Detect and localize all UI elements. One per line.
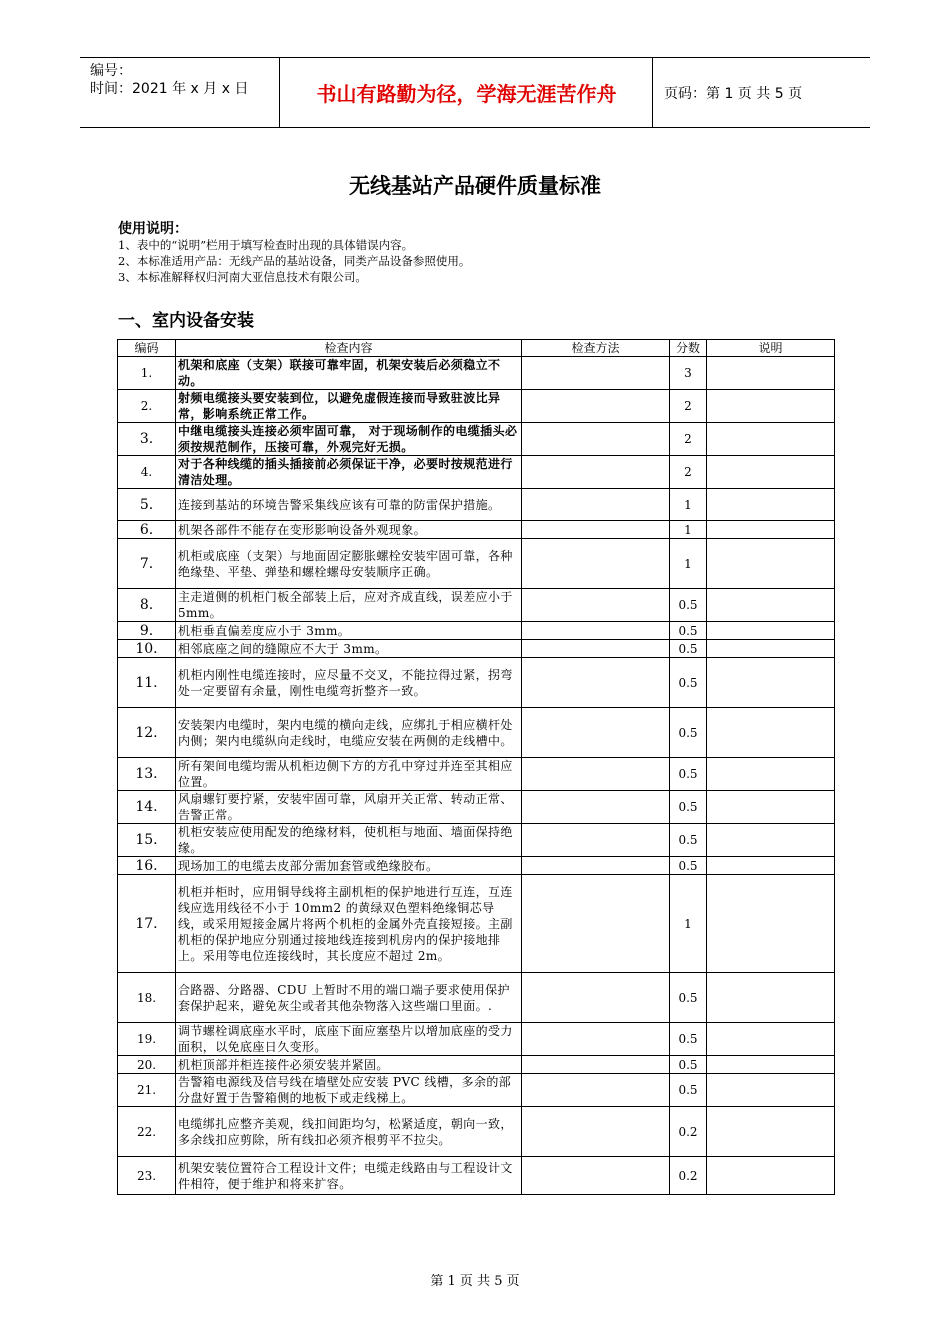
usage-notes <box>118 237 470 285</box>
usage-line: 2、本标准适用产品：无线产品的基站设备，同类产品设备参照使用。 <box>118 254 471 268</box>
doc-time: 时间：2021 年 x 月 x 日 <box>90 81 249 97</box>
row-note <box>707 390 835 423</box>
row-method <box>522 857 670 875</box>
table-row <box>118 1107 835 1157</box>
row-number: 20. <box>118 1056 176 1074</box>
row-method <box>522 539 670 589</box>
row-note <box>707 857 835 875</box>
row-score: 0.5 <box>670 824 707 857</box>
table-row <box>118 658 835 708</box>
row-note <box>707 1056 835 1074</box>
doc-number-label: 编号： <box>90 63 132 79</box>
row-score: 0.5 <box>670 1074 707 1107</box>
row-content: 现场加工的电缆去皮部分需加套管或绝缘胶布。 <box>176 857 522 875</box>
usage-heading: 使用说明： <box>118 221 188 237</box>
row-content: 合路器、分路器、CDU 上暂时不用的端口端子要求使用保护套保护起来，避免灰尘或者其他杂物落入这些端口里面。. <box>176 973 522 1023</box>
header-meta <box>80 58 280 127</box>
row-note <box>707 758 835 791</box>
row-number: 15. <box>118 824 176 857</box>
row-content: 相邻底座之间的缝隙应不大于 3mm。 <box>176 640 522 658</box>
row-content: 机架和底座（支架）联接可靠牢固，机架安装后必须稳立不动。 <box>176 357 522 390</box>
row-content: 机柜并柜时，应用铜导线将主副机柜的保护地进行互连，互连线应选用线径不小于 10mm2 的黄绿双色塑料绝缘铜芯导线，或采用短接金属片将两个机柜的金属外壳直接短接。主副机柜的保护地应分别通过接地线连接到机房内的保护接地排上。采用等电位连接线时，其长度应不超过 2m。 <box>176 875 522 973</box>
row-number: 23. <box>118 1157 176 1195</box>
row-score: 0.2 <box>670 1157 707 1195</box>
row-number: 14. <box>118 791 176 824</box>
row-number: 5. <box>118 489 176 521</box>
row-score: 3 <box>670 357 707 390</box>
row-note <box>707 640 835 658</box>
row-method <box>522 973 670 1023</box>
col-header-code: 编码 <box>118 340 176 357</box>
row-note <box>707 973 835 1023</box>
row-number: 12. <box>118 708 176 758</box>
row-number: 2. <box>118 390 176 423</box>
page-header <box>80 57 870 128</box>
row-note <box>707 1074 835 1107</box>
row-method <box>522 824 670 857</box>
row-score: 0.2 <box>670 1107 707 1157</box>
row-content: 射频电缆接头要安装到位，以避免虚假连接而导致驻波比异常，影响系统正常工作。 <box>176 390 522 423</box>
row-content: 连接到基站的环境告警采集线应该有可靠的防雷保护措施。 <box>176 489 522 521</box>
row-number: 18. <box>118 973 176 1023</box>
row-method <box>522 390 670 423</box>
row-note <box>707 824 835 857</box>
row-number: 7. <box>118 539 176 589</box>
row-score: 1 <box>670 521 707 539</box>
table-row <box>118 521 835 539</box>
row-note <box>707 1107 835 1157</box>
row-method <box>522 357 670 390</box>
row-number: 21. <box>118 1074 176 1107</box>
row-number: 6. <box>118 521 176 539</box>
row-content: 机架各部件不能存在变形影响设备外观现象。 <box>176 521 522 539</box>
row-number: 10. <box>118 640 176 658</box>
row-content: 调节螺栓调底座水平时，底座下面应塞垫片以增加底座的受力面积，以免底座日久变形。 <box>176 1023 522 1056</box>
row-content: 安装架内电缆时，架内电缆的横向走线，应绑扎于相应横杆处内侧；架内电缆纵向走线时，电缆应安装在两侧的走线槽中。 <box>176 708 522 758</box>
row-content: 对于各种线缆的插头插接前必须保证干净，必要时按规范进行清洁处理。 <box>176 456 522 489</box>
table-row <box>118 1157 835 1195</box>
header-motto: 书山有路勤为径，学海无涯苦作舟 <box>281 58 653 127</box>
row-note <box>707 1157 835 1195</box>
row-method <box>522 791 670 824</box>
table-row <box>118 824 835 857</box>
row-number: 19. <box>118 1023 176 1056</box>
row-content: 中继电缆接头连接必须牢固可靠， 对于现场制作的电缆插头必须按规范制作，压接可靠，外观完好无损。 <box>176 423 522 456</box>
usage-line: 3、本标准解释权归河南大亚信息技术有限公司。 <box>118 270 367 284</box>
row-number: 22. <box>118 1107 176 1157</box>
row-method <box>522 1157 670 1195</box>
row-score: 2 <box>670 423 707 456</box>
row-score: 0.5 <box>670 708 707 758</box>
row-note <box>707 357 835 390</box>
row-content: 风扇螺钉要拧紧，安装牢固可靠，风扇开关正常、转动正常、告警正常。 <box>176 791 522 824</box>
row-note <box>707 489 835 521</box>
row-content: 机柜内刚性电缆连接时，应尽量不交叉，不能拉得过紧，拐弯处一定要留有余量，刚性电缆弯折整齐一致。 <box>176 658 522 708</box>
row-number: 8. <box>118 589 176 622</box>
row-note <box>707 658 835 708</box>
row-note <box>707 521 835 539</box>
row-content: 机架安装位置符合工程设计文件；电缆走线路由与工程设计文件相符，便于维护和将来扩容。 <box>176 1157 522 1195</box>
table-row <box>118 390 835 423</box>
table-row <box>118 857 835 875</box>
row-content: 机柜垂直偏差度应小于 3mm。 <box>176 622 522 640</box>
row-score: 0.5 <box>670 857 707 875</box>
col-header-score: 分数 <box>670 340 707 357</box>
table-row <box>118 640 835 658</box>
row-method <box>522 489 670 521</box>
row-content: 告警箱电源线及信号线在墙壁处应安装 PVC 线槽，多余的部分盘好置于告警箱侧的地板下或走线梯上。 <box>176 1074 522 1107</box>
row-score: 0.5 <box>670 791 707 824</box>
row-score: 0.5 <box>670 658 707 708</box>
header-page-info: 页码：第 1 页 共 5 页 <box>664 85 803 102</box>
row-note <box>707 539 835 589</box>
row-content: 机柜或底座（支架）与地面固定膨胀螺栓安装牢固可靠，各种绝缘垫、平垫、弹垫和螺栓螺母安装顺序正确。 <box>176 539 522 589</box>
row-method <box>522 708 670 758</box>
row-note <box>707 875 835 973</box>
row-method <box>522 640 670 658</box>
row-note <box>707 423 835 456</box>
row-method <box>522 1074 670 1107</box>
usage-line: 1、表中的“说明”栏用于填写检查时出现的具体错误内容。 <box>118 238 414 252</box>
row-method <box>522 658 670 708</box>
row-method <box>522 622 670 640</box>
row-note <box>707 791 835 824</box>
table-row <box>118 1074 835 1107</box>
row-number: 4. <box>118 456 176 489</box>
row-number: 17. <box>118 875 176 973</box>
table-row <box>118 357 835 390</box>
row-method <box>522 875 670 973</box>
row-score: 0.5 <box>670 589 707 622</box>
table-row <box>118 589 835 622</box>
table-row <box>118 758 835 791</box>
table-row <box>118 1023 835 1056</box>
row-score: 1 <box>670 875 707 973</box>
table-row <box>118 622 835 640</box>
row-content: 电缆绑扎应整齐美观，线扣间距均匀，松紧适度，朝向一致，多余线扣应剪除，所有线扣必须齐根剪平不拉尖。 <box>176 1107 522 1157</box>
row-number: 13. <box>118 758 176 791</box>
row-method <box>522 456 670 489</box>
table-row <box>118 423 835 456</box>
table-row <box>118 973 835 1023</box>
row-method <box>522 423 670 456</box>
inspection-table <box>117 339 835 1195</box>
table-row <box>118 489 835 521</box>
row-score: 1 <box>670 489 707 521</box>
section-title: 一、室内设备安装 <box>118 311 254 331</box>
row-score: 1 <box>670 539 707 589</box>
table-row <box>118 539 835 589</box>
table-row <box>118 456 835 489</box>
document-title: 无线基站产品硬件质量标准 <box>349 174 601 198</box>
row-number: 1. <box>118 357 176 390</box>
row-content: 机柜顶部并柜连接件必须安装并紧固。 <box>176 1056 522 1074</box>
row-number: 9. <box>118 622 176 640</box>
row-note <box>707 456 835 489</box>
row-method <box>522 1056 670 1074</box>
row-score: 0.5 <box>670 758 707 791</box>
row-score: 0.5 <box>670 1056 707 1074</box>
row-number: 11. <box>118 658 176 708</box>
row-score: 2 <box>670 390 707 423</box>
row-content: 主走道侧的机柜门板全部装上后，应对齐成直线，误差应小于 5mm。 <box>176 589 522 622</box>
row-score: 0.5 <box>670 640 707 658</box>
table-row <box>118 708 835 758</box>
row-number: 3. <box>118 423 176 456</box>
table-row <box>118 791 835 824</box>
row-method <box>522 521 670 539</box>
table-row <box>118 1056 835 1074</box>
table-header-row <box>118 340 835 357</box>
row-content: 所有架间电缆均需从机柜边侧下方的方孔中穿过并连至其相应位置。 <box>176 758 522 791</box>
row-score: 0.5 <box>670 973 707 1023</box>
row-note <box>707 1023 835 1056</box>
row-score: 0.5 <box>670 622 707 640</box>
row-score: 2 <box>670 456 707 489</box>
table-row <box>118 875 835 973</box>
col-header-note: 说明 <box>707 340 835 357</box>
row-score: 0.5 <box>670 1023 707 1056</box>
row-method <box>522 1023 670 1056</box>
row-method <box>522 589 670 622</box>
row-note <box>707 622 835 640</box>
row-note <box>707 589 835 622</box>
row-number: 16. <box>118 857 176 875</box>
row-note <box>707 708 835 758</box>
row-method <box>522 758 670 791</box>
row-method <box>522 1107 670 1157</box>
page-footer: 第 1 页 共 5 页 <box>430 1274 520 1289</box>
col-header-content: 检查内容 <box>176 340 522 357</box>
row-content: 机柜安装应使用配发的绝缘材料，使机柜与地面、墙面保持绝缘。 <box>176 824 522 857</box>
col-header-method: 检查方法 <box>522 340 670 357</box>
